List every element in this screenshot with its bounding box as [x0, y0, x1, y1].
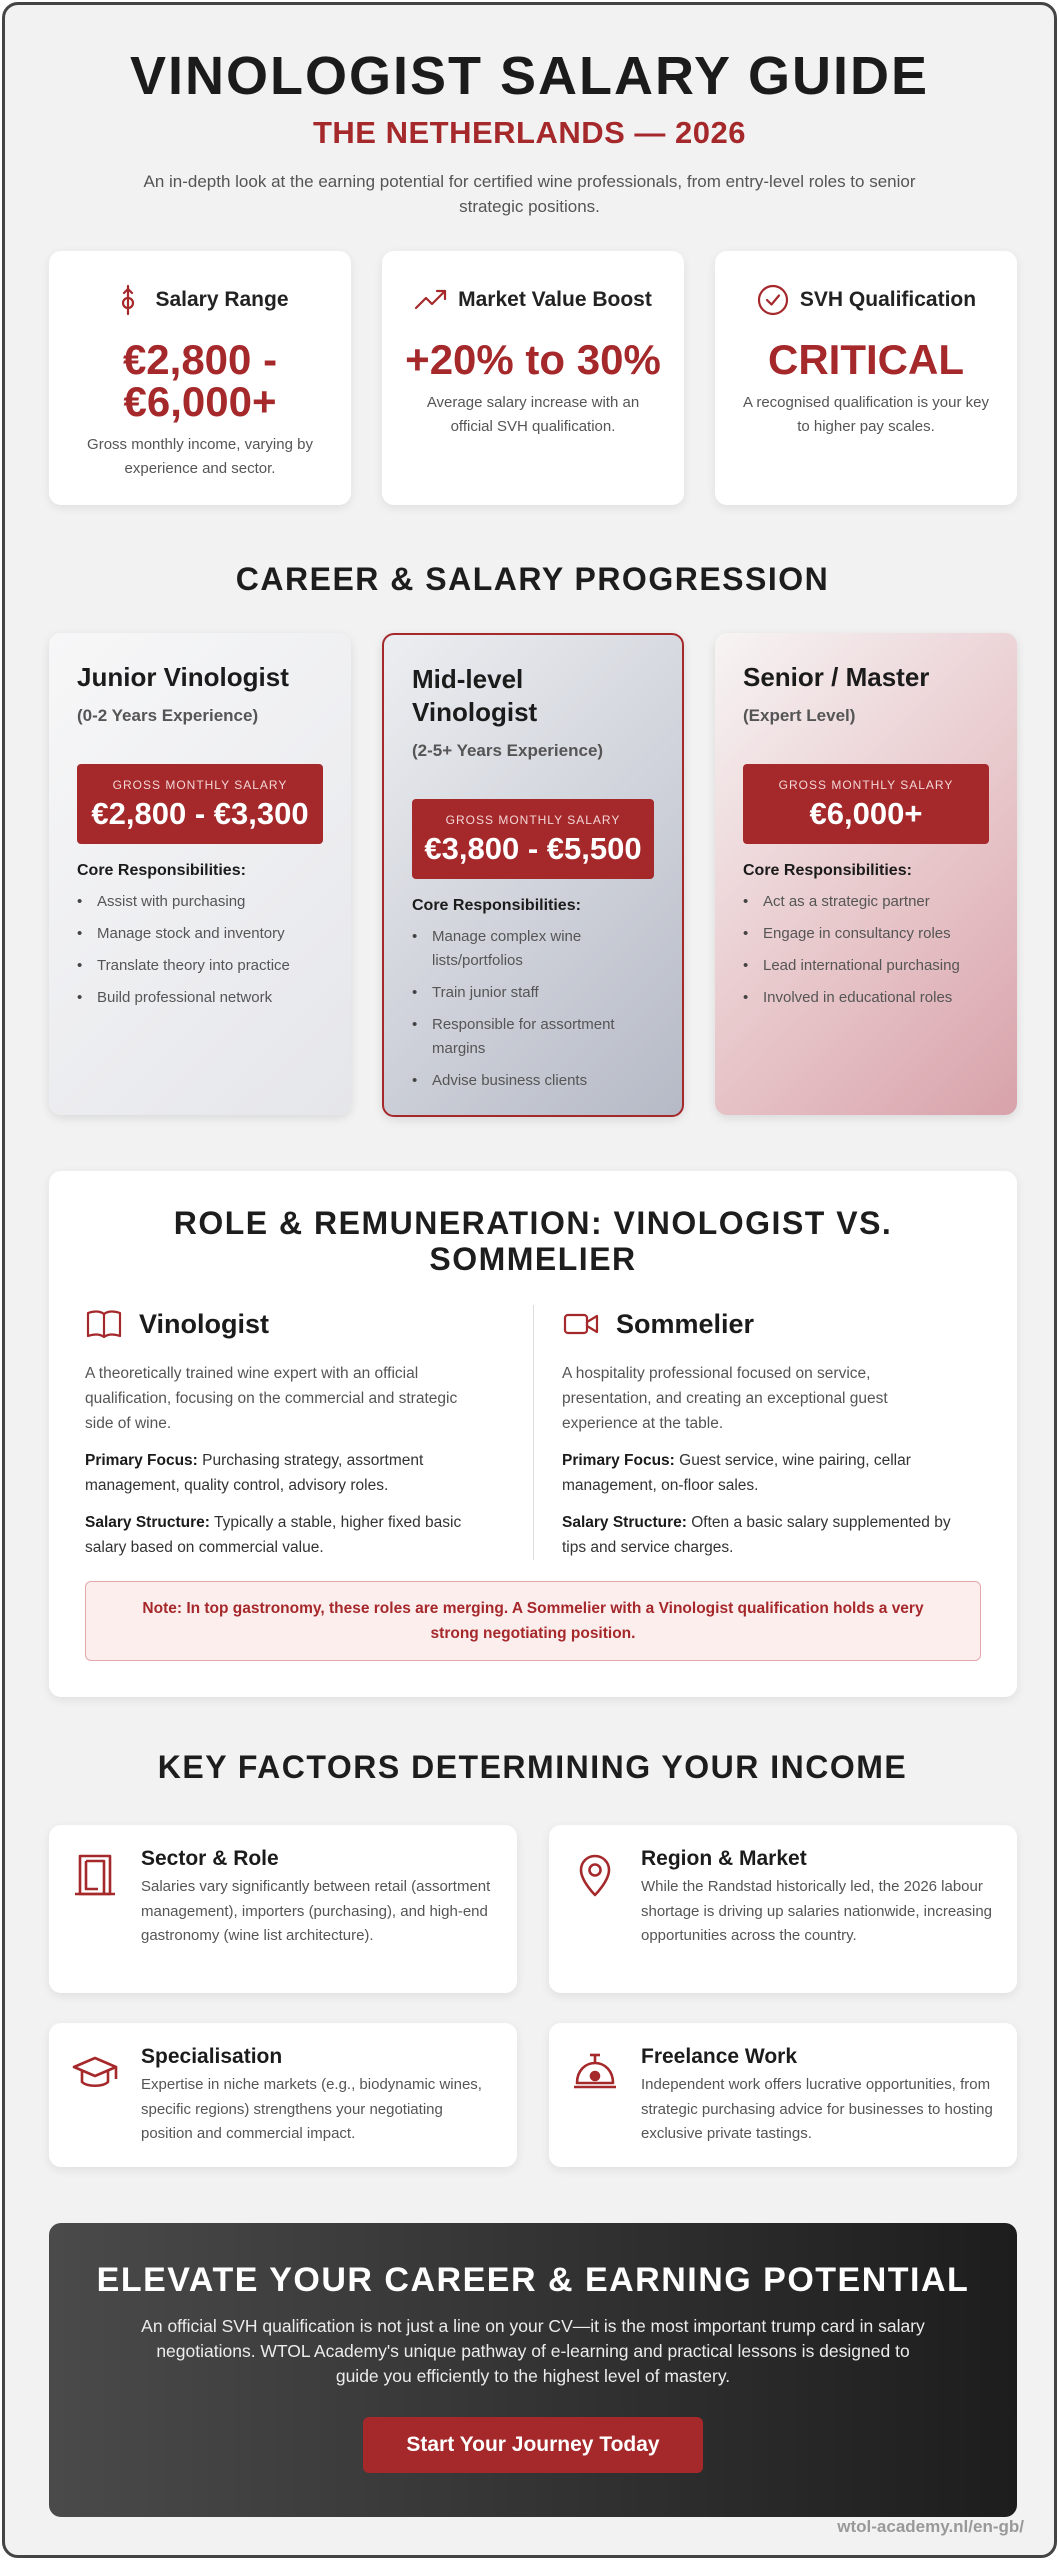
list-item: • Engage in consultancy roles: [743, 922, 989, 946]
responsibilities-title: Core Responsibilities:: [77, 862, 246, 879]
stat-desc: Gross monthly income, varying by experience and sector.: [87, 436, 313, 477]
career-experience: (2-5+ Years Experience): [412, 741, 604, 760]
open-book-icon: [85, 1305, 123, 1343]
salary-value: €3,800 - €5,500: [424, 831, 642, 866]
check-circle-icon: [756, 283, 790, 317]
factor-title: Specialisation: [141, 2045, 283, 2068]
factor-title: Sector & Role: [141, 1847, 279, 1870]
stat-card-svh: [715, 251, 1017, 505]
stat-card-salary-range: [49, 251, 351, 505]
responsibilities-list: [412, 925, 654, 1093]
factor-title: Freelance Work: [641, 2045, 798, 2068]
list-item: • Lead international purchasing: [743, 954, 989, 978]
stat-desc: A recognised qualification is your key to higher pay scales.: [743, 394, 989, 435]
column-description: A theoretically trained wine expert with an official qualification, focusing on the commercial and strategic side of wine.: [85, 1365, 458, 1432]
list-item: • Responsible for assortment margins: [412, 1013, 654, 1061]
salary-structure: Salary Structure: Typically a stable, higher fixed basic salary based on commercial value.: [85, 1514, 462, 1556]
trending-up-icon: [414, 283, 448, 317]
factor-card-region: [549, 1825, 1017, 1993]
intro-text: An in-depth look at the earning potential for certified wine professionals, from entry-level roles to senior strategic positions.: [143, 172, 916, 216]
salary-label: GROSS MONTHLY SALARY: [778, 778, 954, 792]
column-description: A hospitality professional focused on service, presentation, and creating an exceptional guest experience at the table.: [562, 1365, 888, 1432]
salary-label: GROSS MONTHLY SALARY: [112, 778, 288, 792]
salary-structure: Salary Structure: Often a basic salary supplemented by tips and service charges.: [562, 1514, 951, 1556]
salary-box: [77, 764, 323, 844]
cta-title: ELEVATE YOUR CAREER & EARNING POTENTIAL: [96, 2261, 970, 2299]
list-item: • Manage stock and inventory: [77, 922, 323, 946]
factors-section-title: KEY FACTORS DETERMINING YOUR INCOME: [157, 1749, 908, 1785]
page-title: VINOLOGIST SALARY GUIDE: [129, 46, 930, 106]
career-title: Mid-level Vinologist: [412, 664, 538, 727]
factor-text: Expertise in niche markets (e.g., biodynamic wines, specific regions) strengthens your negotiating position and commercial impact.: [141, 2076, 482, 2142]
responsibilities-list: [77, 890, 323, 1010]
comparison-title: ROLE & REMUNERATION: VINOLOGIST VS. SOMMELIER: [173, 1205, 893, 1277]
stat-label: Market Value Boost: [458, 288, 652, 311]
graduation-cap-icon: [71, 2049, 119, 2097]
stat-card-market-value: [382, 251, 684, 505]
stat-label: SVH Qualification: [799, 288, 977, 311]
list-item: • Build professional network: [77, 986, 323, 1010]
door-icon: [71, 1851, 119, 1899]
salary-value: €6,000+: [809, 796, 923, 831]
stat-desc: Average salary increase with an official SVH qualification.: [426, 394, 640, 435]
page-subtitle: THE NETHERLANDS — 2026: [312, 115, 747, 150]
stat-value: CRITICAL: [768, 336, 964, 383]
career-card-junior: [49, 633, 351, 1115]
career-card-mid: [382, 633, 684, 1117]
list-item: • Translate theory into practice: [77, 954, 323, 978]
cta-text: An official SVH qualification is not just a line on your CV—it is the most important trump card in salary negotiations. WTOL Academy's unique pathway of e-learning and practical lessons is designed to guide you efficiently to the highest level of mastery.: [141, 2316, 925, 2386]
sommelier-column: [533, 1305, 981, 1560]
column-title: Sommelier: [616, 1308, 755, 1339]
thermometer-icon: [111, 283, 145, 317]
career-experience: (0-2 Years Experience): [77, 706, 259, 725]
list-item: • Train junior staff: [412, 981, 654, 1005]
start-journey-button[interactable]: Start Your Journey Today: [363, 2417, 703, 2473]
list-item: • Advise business clients: [412, 1069, 654, 1093]
list-item: • Assist with purchasing: [77, 890, 323, 914]
salary-box: [743, 764, 989, 844]
video-camera-icon: [562, 1305, 600, 1343]
salary-box: [412, 799, 654, 879]
career-experience: (Expert Level): [743, 706, 856, 725]
list-item: • Manage complex wine lists/portfolios: [412, 925, 654, 973]
service-bell-icon: [571, 2049, 619, 2097]
stat-value: €2,800 - €6,000+: [122, 336, 278, 425]
comparison-note: Note: In top gastronomy, these roles are merging. A Sommelier with a Vinologist qualification holds a very strong negotiating position.: [85, 1581, 981, 1661]
stat-label: Salary Range: [155, 288, 289, 311]
factor-card-specialisation: [49, 2023, 517, 2167]
cta-banner: [49, 2223, 1017, 2517]
vinologist-column: [85, 1305, 533, 1560]
career-title: Senior / Master: [743, 662, 930, 692]
factor-card-sector: [49, 1825, 517, 1993]
career-card-senior: [715, 633, 1017, 1115]
stat-value: +20% to 30%: [405, 336, 661, 383]
header: [5, 5, 1054, 219]
list-item: • Involved in educational roles: [743, 986, 989, 1010]
column-title: Vinologist: [139, 1308, 270, 1339]
footer-url-link[interactable]: wtol-academy.nl/en-gb/: [837, 2517, 1024, 2536]
salary-value: €2,800 - €3,300: [91, 796, 309, 831]
stat-cards: [49, 251, 1017, 505]
factor-text: Salaries vary significantly between retail (assortment management), importers (purchasing), and high-end gastronomy (wine list architecture).: [141, 1878, 491, 1944]
map-pin-icon: [571, 1851, 619, 1899]
factor-cards: [49, 1825, 1017, 2167]
factor-title: Region & Market: [641, 1847, 807, 1870]
comparison-card: [49, 1171, 1017, 1697]
responsibilities-title: Core Responsibilities:: [743, 862, 912, 879]
primary-focus: Primary Focus: Purchasing strategy, assortment management, quality control, advisory roles.: [85, 1452, 424, 1494]
factor-text: While the Randstad historically led, the 2026 labour shortage is driving up salaries nationwide, increasing opportunities across the country.: [641, 1878, 993, 1944]
page-frame: [2, 2, 1057, 2558]
list-item: • Act as a strategic partner: [743, 890, 989, 914]
responsibilities-list: [743, 890, 989, 1010]
career-section-title: CAREER & SALARY PROGRESSION: [235, 561, 830, 597]
factor-card-freelance: [549, 2023, 1017, 2167]
career-title: Junior Vinologist: [77, 662, 289, 692]
salary-label: GROSS MONTHLY SALARY: [445, 813, 621, 827]
responsibilities-title: Core Responsibilities:: [412, 897, 581, 914]
primary-focus: Primary Focus: Guest service, wine pairing, cellar management, on-floor sales.: [562, 1452, 911, 1494]
career-cards: [49, 633, 1017, 1117]
factor-text: Independent work offers lucrative opportunities, from strategic purchasing advice for businesses to hosting exclusive private tastings.: [641, 2076, 993, 2142]
